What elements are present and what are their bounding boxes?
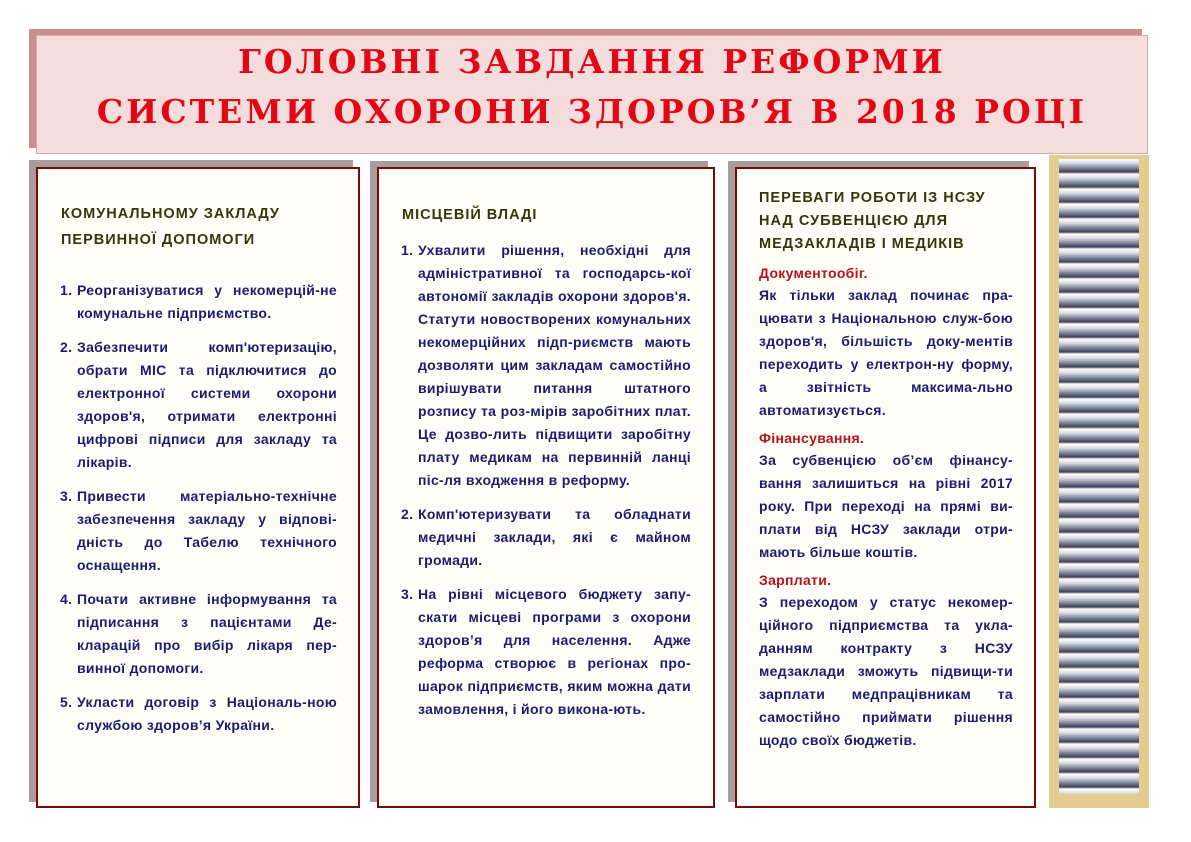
col2-title: МІСЦЕВІЙ ВЛАДІ xyxy=(402,207,538,223)
section-text: З переходом у статус некомер-ційного підприємства та укла-данням контракту з НСЗУ медзаклади зможуть підвищи-ти зарплати медпрацівникам та самостійно приймати рішення щодо своїх бюджетів. xyxy=(759,594,1013,748)
list-item: 3. На рівні місцевого бюджету запу-скати місцеві програми з охорони здоров’я для населення. Адже реформа створює в регіонах про-шарок підприємств, яким можна дати замовлення, і його викона-ють. xyxy=(401,586,691,717)
list-item: 2. Забезпечити комп'ютеризацію, обрати МІС та підключитися до електронної системи охорони здоров'я, отримати електронні цифрові підписи для закладу та лікарів. xyxy=(60,339,337,470)
title-line-1: ГОЛОВНІ ЗАВДАННЯ РЕФОРМИ xyxy=(238,42,946,81)
list-item: 1. Ухвалити рішення, необхідні для адміністративної та господарсь-кої автономії закладів охорони здоров'я. Статути новостворених комунальних некомерційних підп-риємств мають дозволяти цим закладам самостійно вирішувати питання штатного розпису та роз-мірів заробітних плат. Це дозво-лить підвищити заробітну плату медикам на первинній ланці піс-ля входження в реформу. xyxy=(401,242,691,488)
list-item: 1. Реорганізуватися у некомерцій-не комунальне підприємство. xyxy=(60,282,337,321)
section-heading: Документообіг. xyxy=(759,265,868,281)
page-title xyxy=(36,35,1148,154)
col3-sections xyxy=(759,262,1013,752)
col1-title xyxy=(61,201,341,253)
panel-local-government xyxy=(377,167,715,808)
list-item: 4. Почати активне інформування та підписання з пацієнтами Де-кларацій про вибір лікаря пер-винної допомоги. xyxy=(60,591,337,676)
section-financing xyxy=(759,427,1013,564)
col3-title-line-2: НАД СУБВЕНЦІЄЮ ДЛЯ xyxy=(759,213,949,229)
col3-title xyxy=(759,187,1017,256)
section-text: За субвенцією об’єм фінансу-вання залишиться на рівні 2017 року. При переході на прямі ви-плати від НСЗУ заклади отри-мають більше коштів. xyxy=(759,452,1013,560)
col3-title-line-3: МЕДЗАКЛАДІВ І МЕДИКІВ xyxy=(759,236,965,252)
decorative-stripes xyxy=(1059,159,1139,794)
list-item: 5. Укласти договір з Національ-ною службою здоров’я України. xyxy=(60,694,337,733)
section-salaries xyxy=(759,569,1013,752)
decorative-strip xyxy=(1049,155,1149,808)
list-item: 3. Привести матеріально-технічне забезпечення закладу у відпові-дність до Табелю технічного оснащення. xyxy=(60,488,337,573)
title-line-2: СИСТЕМИ ОХОРОНИ ЗДОРОВ’Я В 2018 РОЦІ xyxy=(96,92,1088,131)
section-documents xyxy=(759,262,1013,422)
col3-title-line-1: ПЕРЕВАГИ РОБОТИ ІЗ НСЗУ xyxy=(759,190,986,206)
section-heading: Зарплати. xyxy=(759,572,832,588)
col1-title-line-2: ПЕРВИННОЇ ДОПОМОГИ xyxy=(61,232,256,248)
section-text: Як тільки заклад починає пра-цювати з Національною служ-бою здоров'я, більшість доку-ментів переходить у електрон-ну форму, а звітність максима-льно автоматизується. xyxy=(759,287,1013,418)
section-heading: Фінансування. xyxy=(759,430,865,446)
list-item: 2. Комп'ютеризувати та обладнати медичні заклади, які є майном громади. xyxy=(401,506,691,568)
col2-task-list xyxy=(401,239,691,721)
panel-primary-care xyxy=(36,167,360,808)
col1-task-list xyxy=(60,279,337,737)
panel-nszu-advantages xyxy=(735,167,1036,808)
col1-title-line-1: КОМУНАЛЬНОМУ ЗАКЛАДУ xyxy=(61,206,280,222)
